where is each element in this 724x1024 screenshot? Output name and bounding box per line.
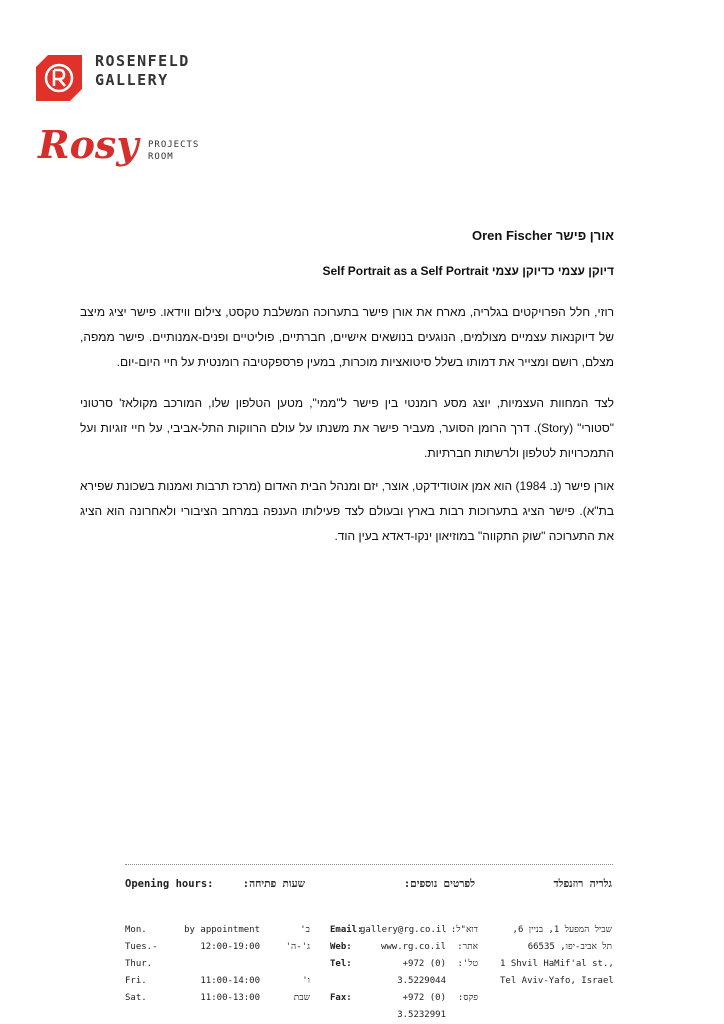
rosenfeld-logo-icon <box>36 55 82 101</box>
contact-label-he: דוא"ל: <box>450 925 478 935</box>
article-title: אורן פישר Oren Fischer <box>472 228 614 243</box>
gallery-name-line1: ROSENFELD <box>95 52 190 70</box>
article-subtitle: דיוקן עצמי כדיוקן עצמי Self Portrait as a Self Portrait <box>322 264 614 278</box>
contact-label-he: אתר: <box>457 942 478 952</box>
address-he-line2: תל אביב-יפו, 66535 <box>527 942 612 952</box>
contact-row <box>330 939 478 956</box>
phone-number: +972 (0) 3.5229044 <box>397 959 446 986</box>
email-link[interactable]: gallery@rg.co.il <box>360 925 447 935</box>
contacts-table <box>330 922 478 1024</box>
hours-day-en: Fri. <box>125 976 147 986</box>
hours-heading-en: Opening hours: <box>125 878 214 890</box>
hours-row <box>125 973 310 990</box>
hours-heading-he: שעות פתיחה: <box>242 878 305 890</box>
web-link[interactable]: www.rg.co.il <box>380 942 446 952</box>
rosy-logo <box>36 120 141 180</box>
projects-room-label <box>148 139 199 163</box>
paragraph-2: לצד המחוות העצמיות, יוצג מסע רומנטי בין פישר ל"ממי", מטען הטלפון שלו, המורכב מקולאז' סרטוני "סטורי" (Story). דרך הרומן הסוער, מעביר פישר את משנתו על עולם הרווקות התל-אביבי, על חיי זוגיות ועל התמכרויות לטלפון ולרשתות חברתיות. <box>80 396 614 460</box>
hours-time: 12:00-19:00 <box>200 942 260 952</box>
contact-label-en: Fax: <box>330 993 352 1003</box>
gallery-name <box>95 52 190 90</box>
projects-line1: PROJECTS <box>148 140 200 150</box>
hours-day-en: Mon. <box>125 925 147 935</box>
contact-row <box>330 956 478 990</box>
hours-table <box>125 922 310 1007</box>
contact-row <box>330 990 478 1024</box>
hours-day-he: שבת <box>293 993 310 1003</box>
footer-divider <box>125 864 613 865</box>
hours-day-he: ו' <box>302 976 310 986</box>
paragraph-3: אורן פישר (נ. 1984) הוא אמן אוטודידקט, אוצר, יזם ומנהל הבית האדום (מרכז תרבות ואמנות בשכונת שפירא בת"א). פישר הציג בתערוכות רבות בארץ ובעולם לצד פעילותו הענפה במרחב הציבורי ולאחרונה הוא הציג את התערוכה "שוק התקווה" במוזיאון ינקו-דאדא בעין הוד. <box>80 479 615 543</box>
hours-time: 11:00-13:00 <box>200 993 260 1003</box>
address-en-line1: 1 Shvil HaMif'al st., <box>500 959 614 969</box>
hours-day-he: ב' <box>300 925 310 935</box>
rosy-wordmark: Rosy <box>38 122 139 167</box>
hours-row <box>125 990 310 1007</box>
contact-label-he: פקס: <box>457 993 478 1003</box>
contact-label-en: Tel: <box>330 959 352 969</box>
projects-line2: ROOM <box>148 152 174 162</box>
hours-day-en: Tues.-Thur. <box>125 942 158 969</box>
fax-number: +972 (0) 3.5232991 <box>397 993 446 1020</box>
hours-row <box>125 922 310 939</box>
details-heading-he: לפרטים נוספים: <box>403 878 475 890</box>
address-block <box>500 922 612 990</box>
hours-day-he: ג'-ה' <box>285 942 310 952</box>
contact-label-en: Web: <box>330 942 352 952</box>
contact-label-he: טל': <box>457 959 478 969</box>
contact-row <box>330 922 478 939</box>
gallery-name-line2: GALLERY <box>95 71 169 89</box>
hours-row <box>125 939 310 973</box>
hours-time: by appointment <box>184 925 260 935</box>
address-he-line1: שביל המפעל 1, בניין 6, <box>512 925 612 935</box>
gallery-heading-he: גלריה רוזנפלד <box>553 878 612 890</box>
address-en-line2: Tel Aviv-Yafo, Israel <box>500 976 614 986</box>
hours-time: 11:00-14:00 <box>200 976 260 986</box>
hours-day-en: Sat. <box>125 993 147 1003</box>
paragraph-1: רוזי, חלל הפרויקטים בגלריה, מארח את אורן פישר בתערוכה המשלבת טקסט, צילום ווידאו. פישר יציג מיצב של דיוקנאות עצמיים מצולמים, הנוגעים בנושאים אישיים, חברתיים, פוליטיים ופנים-אמנותיים. פישר ממפה, מצלם, רושם ומצייר את דמותו בשלל סיטואציות מוכרות, במעין פרספקטיבה רומנטית על חיי היום-יום. <box>80 305 614 369</box>
contact-label-en: Email: <box>330 925 363 935</box>
